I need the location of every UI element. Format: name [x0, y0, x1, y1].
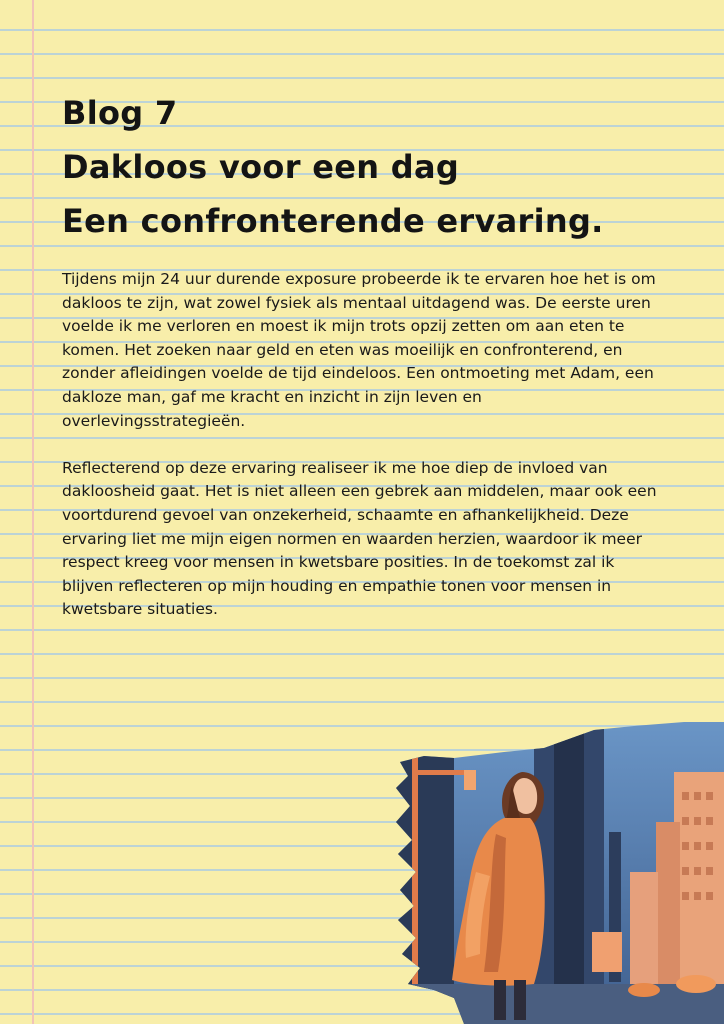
title-subject: Dakloos voor een dag	[62, 148, 460, 186]
blog-body	[62, 268, 662, 646]
paragraph-experience: Tijdens mijn 24 uur durende exposure probeerde ik te ervaren hoe het is om dakloos te zijn, wat zowel fysiek als mentaal uitdagend was. De eerste uren voelde ik me verloren en moest ik mijn trots opzij zetten om aan eten te komen. Het zoeken naar geld en eten was moeilijk en confronterend, en zonder afleidingen voelde de tijd eindeloos. Een ontmoeting met Adam, een dakloze man, gaf me kracht en inzicht in zijn leven en overlevingsstrategieën.	[62, 270, 656, 430]
title-blog-number: Blog 7	[62, 94, 178, 132]
page-title	[62, 86, 604, 248]
title-tagline: Een confronterende ervaring.	[62, 202, 604, 240]
illustration-woman-city	[394, 722, 724, 1024]
paragraph-reflection: Reflecterend op deze ervaring realiseer ik me hoe diep de invloed van dakloosheid gaat. Het is niet alleen een gebrek aan middelen, maar ook een voortdurend gevoel van onzekerheid, schaamte en afhankelijkheid. Deze ervaring liet me mijn eigen normen en waarden herzien, waardoor ik meer respect kreeg voor mensen in kwetsbare posities. In de toekomst zal ik blijven reflecteren op mijn houding en empathie tonen voor mensen in kwetsbare situaties.	[62, 458, 657, 619]
margin-line	[32, 0, 34, 1024]
